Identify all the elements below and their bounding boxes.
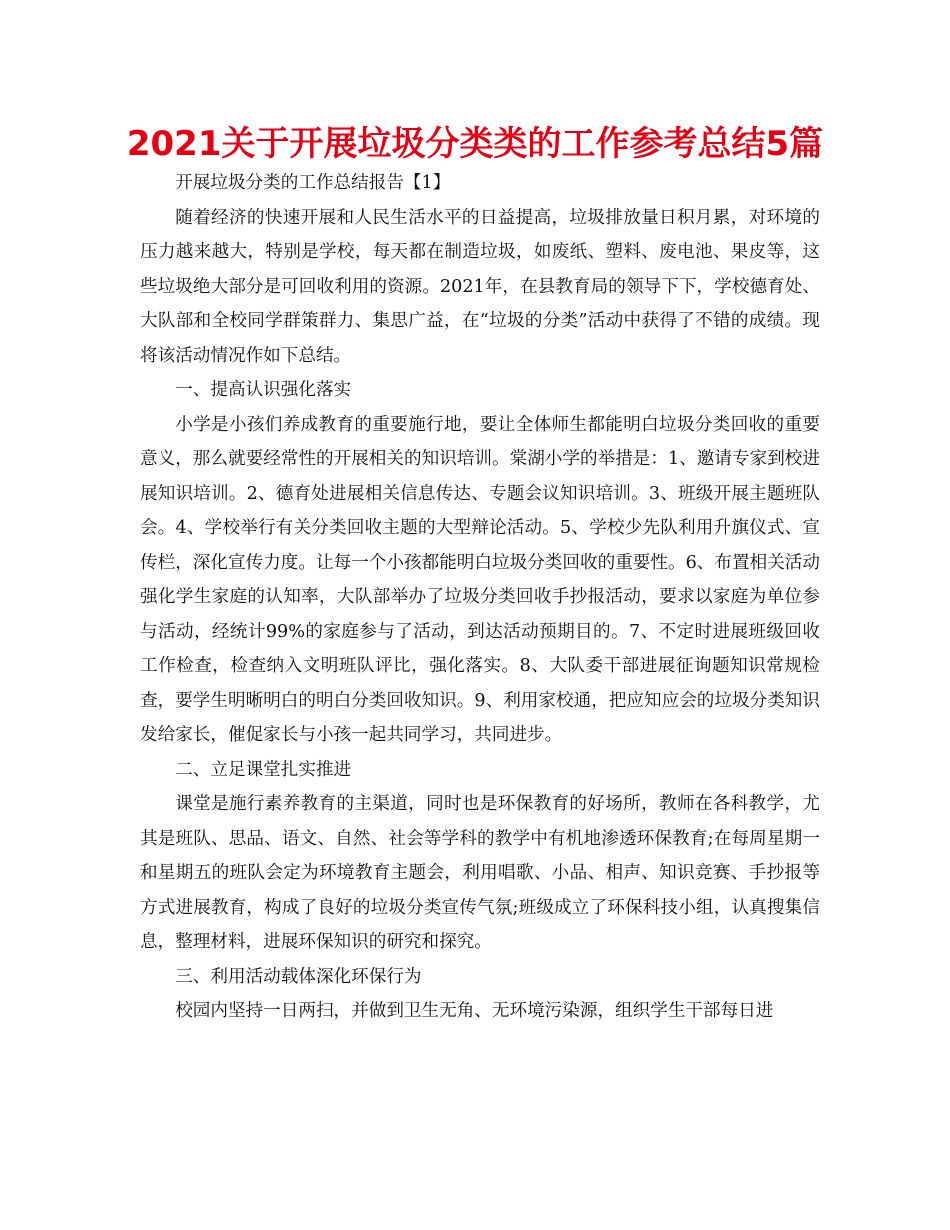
section-heading-3: 三、利用活动载体深化环保行为 xyxy=(175,966,422,987)
paragraph-section-3: 校园内坚持一日两扫，并做到卫生无角、无环境污染源，组织学生干部每日进 xyxy=(175,1001,774,1021)
section-heading-2: 二、立足课堂扎实推进 xyxy=(175,759,352,780)
paragraph-section-2: 课堂是施行素养教育的主渠道，同时也是环保教育的好场所，教师在各科教学，尤其是班队、思品、语文、自然、社会等学科的教学中有机地渗透环保教育;在每周星期一和星期五的班队会定为环境教育主题会，利用唱歌、小品、相声、知识竞赛、手抄报等方式进展教育，构成了良好的垃圾分类宣传气氛;班级成立了环保科技小组，认真搜集信息，整理材料，进展环保知识的研究和探究。 xyxy=(140,794,820,952)
document-body xyxy=(140,166,820,1029)
paragraph-intro: 随着经济的快速开展和人民生活水平的日益提高，垃圾排放量日积月累，对环境的压力越来越大，特别是学校，每天都在制造垃圾，如废纸、塑料、废电池、果皮等，这些垃圾绝大部分是可回收利用的资源。2021年，在县教育局的领导下下，学校德育处、大队部和全校同学群策群力、集思广益，在“垃圾的分类”活动中获得了不错的成绩。现将该活动情况作如下总结。 xyxy=(140,207,820,366)
section-heading-1: 一、提高认识强化落实 xyxy=(175,380,352,400)
document-title: 2021关于开展垃圾分类类的工作参考总结5篇 xyxy=(126,124,824,164)
report-subtitle: 开展垃圾分类的工作总结报告【1】 xyxy=(175,173,451,193)
paragraph-section-1: 小学是小孩们养成教育的重要施行地，要让全体师生都能明白垃圾分类回收的重要意义，那么就要经常性的开展相关的知识培训。棠湖小学的举措是：1、邀请专家到校进展知识培训。2、德育处进展相关信息传达、专题会议知识培训。3、班级开展主题班队会。4、学校举行有关分类回收主题的大型辩论活动。5、学校少先队利用升旗仪式、宣传栏，深化宣传力度。让每一个小孩都能明白垃圾分类回收的重要性。6、布置相关活动强化学生家庭的认知率，大队部举办了垃圾分类回收手抄报活动，要求以家庭为单位参与活动，经统计99%的家庭参与了活动，到达活动预期目的。7、不定时进展班级回收工作检查，检查纳入文明班队评比，强化落实。8、大队委干部进展征询题知识常规检查，要学生明晰明白的明白分类回收知识。9、利用家校通，把应知应会的垃圾分类知识发给家长，催促家长与小孩一起共同学习，共同进步。 xyxy=(140,414,820,745)
